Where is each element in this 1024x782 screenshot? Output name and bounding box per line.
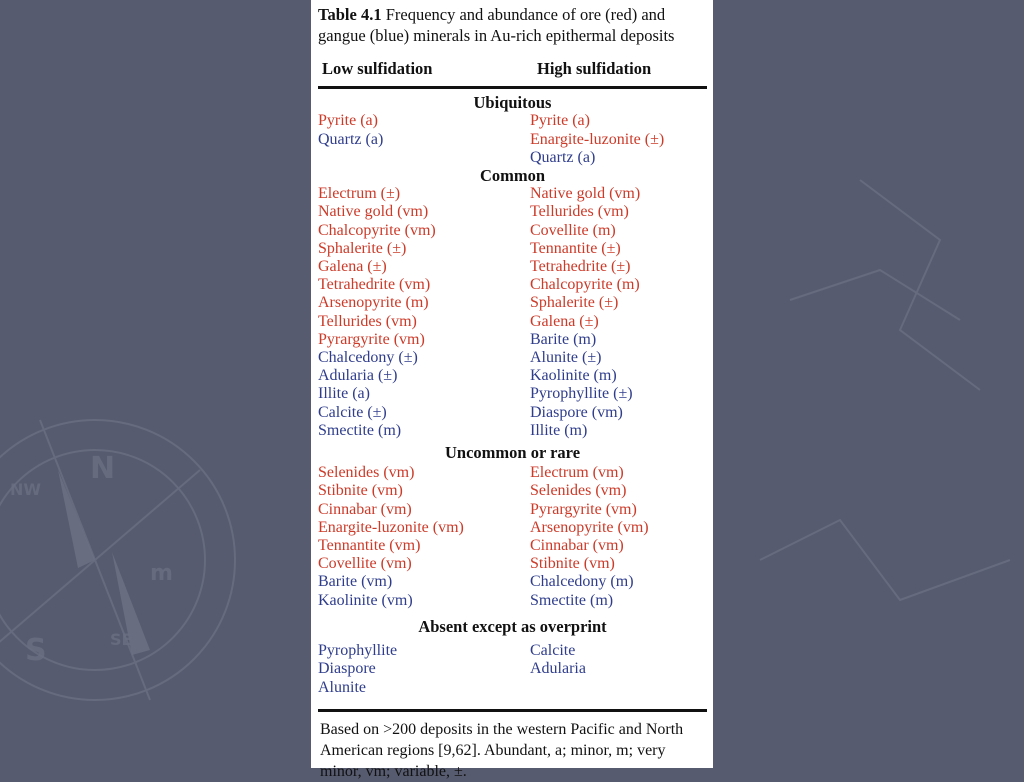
ore-mineral-item: Selenides (vm): [530, 482, 627, 500]
ore-mineral-item: Tetrahedrite (vm): [318, 276, 431, 294]
low-sulfidation-column: [318, 642, 530, 697]
gangue-mineral-item: Adularia (±): [318, 367, 398, 385]
ore-mineral-item: Galena (±): [530, 312, 599, 330]
section-title: Uncommon or rare: [444, 443, 581, 463]
ore-mineral-item: Arsenopyrite (m): [318, 294, 429, 312]
gangue-mineral-item: Barite (vm): [318, 573, 393, 591]
gangue-mineral-item: Pyrophyllite: [318, 642, 398, 660]
ore-mineral-item: Covellite (vm): [318, 555, 412, 573]
gangue-mineral-item: Barite (m): [530, 330, 597, 348]
gangue-mineral-item: Smectite (m): [530, 591, 614, 609]
gangue-mineral-item: Pyrophyllite (±): [530, 385, 633, 403]
ore-mineral-item: Pyrite (a): [318, 112, 378, 130]
ore-mineral-item: Arsenopyrite (vm): [530, 518, 649, 536]
ore-mineral-item: Native gold (vm): [318, 203, 429, 221]
header-rule: [318, 86, 707, 89]
gangue-mineral-item: Adularia: [530, 660, 586, 678]
gangue-mineral-item: Illite (m): [530, 421, 588, 439]
ore-mineral-item: Tellurides (vm): [530, 203, 629, 221]
section-grid: [318, 185, 707, 440]
low-sulfidation-column: [318, 464, 530, 610]
ore-mineral-item: Tetrahedrite (±): [530, 258, 631, 276]
ore-mineral-item: Enargite-luzonite (vm): [318, 518, 464, 536]
ore-mineral-item: Cinnabar (vm): [318, 500, 412, 518]
gangue-mineral-item: Illite (a): [318, 385, 370, 403]
ore-mineral-item: Chalcopyrite (m): [530, 276, 640, 294]
section-grid: [318, 112, 707, 167]
gangue-mineral-item: Alunite (±): [530, 349, 602, 367]
section-title: Common: [479, 166, 546, 186]
column-headers: [318, 60, 707, 78]
footer-rule: [318, 709, 707, 712]
gangue-mineral-item: Calcite: [530, 642, 576, 660]
svg-text:SE: SE: [110, 630, 133, 649]
header-high-sulfidation: High sulfidation: [537, 59, 652, 78]
ore-mineral-item: Cinnabar (vm): [530, 537, 624, 555]
svg-text:m: m: [150, 561, 173, 586]
gangue-mineral-item: Quartz (a): [318, 130, 384, 148]
gangue-mineral-item: Quartz (a): [530, 148, 596, 166]
ore-mineral-item: Enargite-luzonite (±): [530, 130, 665, 148]
mineral-sections: [318, 94, 707, 697]
caption-text: Frequency and abundance of ore (red) and gangue (blue) minerals in Au-rich epithermal deposits: [318, 5, 675, 45]
ore-mineral-item: Tellurides (vm): [318, 312, 417, 330]
high-sulfidation-column: [530, 112, 707, 167]
ore-mineral-item: Pyrite (a): [530, 112, 590, 130]
ore-mineral-item: Sphalerite (±): [318, 239, 407, 257]
gangue-mineral-item: Kaolinite (vm): [318, 591, 413, 609]
ore-mineral-item: Stibnite (vm): [318, 482, 403, 500]
ore-mineral-item: Chalcopyrite (vm): [318, 221, 436, 239]
gangue-mineral-item: Smectite (m): [318, 421, 402, 439]
table-figure: [311, 0, 713, 780]
high-sulfidation-column: [530, 464, 707, 610]
low-sulfidation-column: [318, 185, 530, 440]
ore-mineral-item: Native gold (vm): [530, 185, 641, 203]
footnote: Based on >200 deposits in the western Pacific and North American regions [9,62]. Abundant, a; minor, m; very minor, vm; variable, ±.: [320, 720, 684, 780]
ore-mineral-item: Pyrargyrite (vm): [530, 500, 637, 518]
header-low-sulfidation: Low sulfidation: [322, 59, 433, 78]
section-grid: [318, 464, 707, 610]
section-title: Absent except as overprint: [418, 616, 607, 636]
svg-text:N: N: [90, 451, 116, 486]
low-sulfidation-column: [318, 112, 530, 167]
caption-label: Table 4.1: [318, 5, 382, 24]
table-caption: [318, 4, 707, 46]
ore-mineral-item: Tennantite (vm): [318, 537, 421, 555]
gangue-mineral-item: Diaspore: [318, 660, 376, 678]
high-sulfidation-column: [530, 642, 707, 697]
ore-mineral-item: Pyrargyrite (vm): [318, 330, 425, 348]
ore-mineral-item: Electrum (vm): [530, 464, 624, 482]
high-sulfidation-column: [530, 185, 707, 440]
ore-mineral-item: Sphalerite (±): [530, 294, 619, 312]
svg-text:S: S: [25, 633, 47, 668]
ore-mineral-item: Covellite (m): [530, 221, 616, 239]
gangue-mineral-item: Chalcedony (±): [318, 349, 418, 367]
ore-mineral-item: Selenides (vm): [318, 464, 415, 482]
ore-mineral-item: Stibnite (vm): [530, 555, 615, 573]
ore-mineral-item: Galena (±): [318, 258, 387, 276]
ore-mineral-item: Tennantite (±): [530, 239, 621, 257]
gangue-mineral-item: Calcite (±): [318, 403, 387, 421]
gangue-mineral-item: Chalcedony (m): [530, 573, 634, 591]
gangue-mineral-item: Kaolinite (m): [530, 367, 617, 385]
section-grid: [318, 642, 707, 697]
gangue-mineral-item: Diaspore (vm): [530, 403, 623, 421]
section-title: Ubiquitous: [473, 93, 552, 113]
ore-mineral-item: Electrum (±): [318, 185, 401, 203]
gangue-mineral-item: Alunite: [318, 678, 366, 696]
svg-text:NW: NW: [10, 480, 42, 499]
